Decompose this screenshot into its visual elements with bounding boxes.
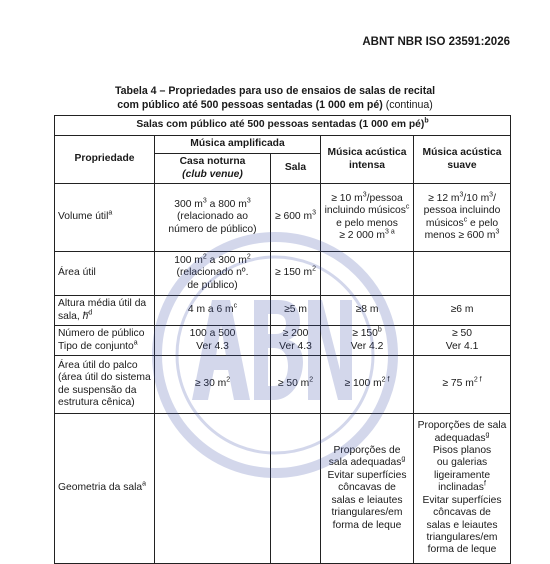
cell-stage-intense: ≥ 100 $m^{2 f}$ <box>321 356 414 414</box>
main-header: Salas com público até 500 pessoas sentadas (1 000 em pé)$^b$ <box>55 116 511 136</box>
cell-public-intense: ≥ $150^b$ Ver 4.2 <box>321 326 414 356</box>
table-row <box>55 116 511 136</box>
cell-height-sala: ≥5 m <box>271 296 321 326</box>
table-row <box>55 252 511 296</box>
cell-geometry-club <box>155 414 271 564</box>
cell-height-club: 4 m a 6 $m^c$ <box>155 296 271 326</box>
cell-geometry-intense: Proporções de sala adequadas$^g$ Evitar superfícies côncavas de salas e leiautes triangulares/em forma de leque <box>321 414 414 564</box>
row-label-stage: Área útil do palco (área útil do sistema de suspensão da estrutura cênica) <box>55 356 155 414</box>
table-row <box>55 414 511 564</box>
cell-public-club: 100 a 500 Ver 4.3 <box>155 326 271 356</box>
cell-public-soft: ≥ 50 Ver 4.1 <box>414 326 511 356</box>
properties-table <box>54 115 511 564</box>
column-header-intense: Música acústica intensa <box>321 136 414 184</box>
cell-area-club: 100 $m^2$ a 300 $m^2$ (relacionado nº. de público) <box>155 252 271 296</box>
table-row <box>55 326 511 356</box>
cell-volume-intense: ≥ 10 $m^3$/pessoa incluindo músicos$^c$ e pelo menos ≥ 2 000 $m^{3 a}$ <box>321 184 414 252</box>
standard-code: ABNT NBR ISO 23591:2026 <box>362 36 510 48</box>
cell-area-soft <box>414 252 511 296</box>
table-row <box>55 136 511 154</box>
cell-area-intense <box>321 252 414 296</box>
table-caption <box>0 84 550 112</box>
cell-stage-soft: ≥ 75 $m^{2 f}$ <box>414 356 511 414</box>
column-header-property: Propriedade <box>55 136 155 184</box>
cell-area-sala: ≥ 150 $m^2$ <box>271 252 321 296</box>
cell-volume-soft: ≥ 12 $m^3/10$ $m^3/$ pessoa incluindo músicos$^c$ e pelo menos ≥ 600 $m^3$ <box>414 184 511 252</box>
cell-height-soft: ≥6 m <box>414 296 511 326</box>
caption-line-2: com público até 500 pessoas sentadas (1 000 em pé) <box>117 99 383 111</box>
row-label-volume: Volume útil$^a$ <box>55 184 155 252</box>
row-label-geometry: Geometria da sala$^a$ <box>55 414 155 564</box>
cell-stage-sala: ≥ 50 $m^2$ <box>271 356 321 414</box>
column-header-club: Casa noturna (club venue) <box>155 154 271 184</box>
cell-public-sala: ≥ 200 Ver 4.3 <box>271 326 321 356</box>
cell-geometry-sala <box>271 414 321 564</box>
table-row <box>55 296 511 326</box>
row-label-public: Número de público Tipo de conjunto$^a$ <box>55 326 155 356</box>
row-label-height: Altura média útil da sala, h̅$^d$ <box>55 296 155 326</box>
table-row <box>55 184 511 252</box>
column-header-sala: Sala <box>271 154 321 184</box>
column-header-soft: Música acústica suave <box>414 136 511 184</box>
cell-stage-club: ≥ 30 $m^2$ <box>155 356 271 414</box>
row-label-area: Área útil <box>55 252 155 296</box>
table-row <box>55 356 511 414</box>
column-header-amplified: Música amplificada <box>155 136 321 154</box>
cell-volume-club: 300 $m^3$ a 800 $m^3$ (relacionado ao número de público) <box>155 184 271 252</box>
cell-height-intense: ≥8 m <box>321 296 414 326</box>
caption-line-1: Tabela 4 – Propriedades para uso de ensaios de salas de recital <box>114 85 436 97</box>
caption-continua: (continua) <box>382 99 433 111</box>
cell-geometry-soft: Proporções de sala adequadas$^g$ Pisos planos ou galerias ligeiramente inclinadas$^f$ Evitar superfícies côncavas de salas e leiautes triangulares/em forma de leque <box>414 414 511 564</box>
cell-volume-sala: ≥ 600 $m^3$ <box>271 184 321 252</box>
